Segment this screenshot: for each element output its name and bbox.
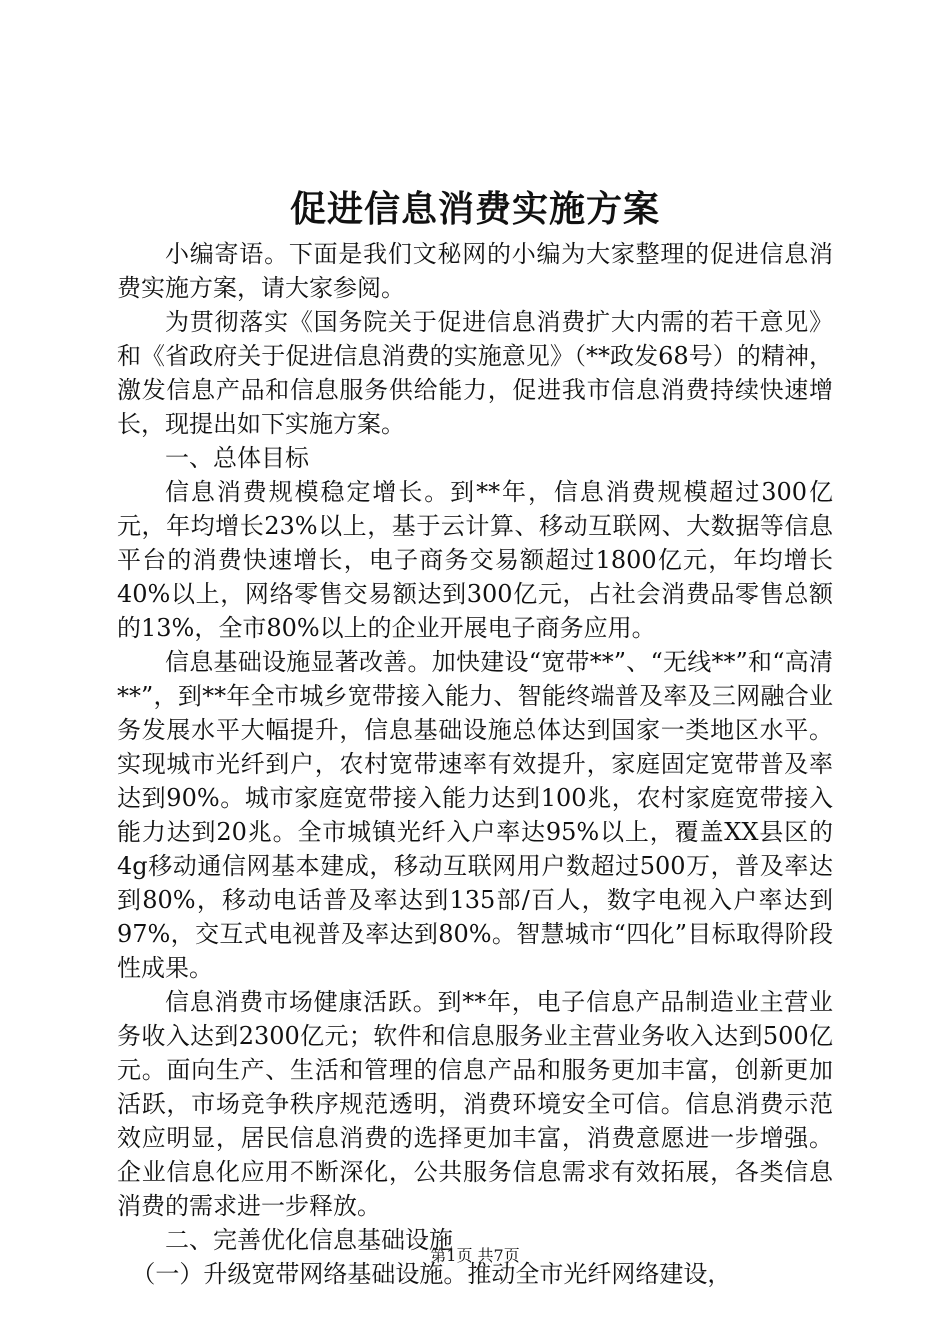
- paragraph-market: 信息消费市场健康活跃。到**年，电子信息产品制造业主营业务收入达到2300亿元；软件和信息服务业主营业务收入达到500亿元。面向生产、生活和管理的信息产品和服务更加丰富，创新更加活跃，市场竞争秩序规范透明，消费环境安全可信。信息消费示范效应明显，居民信息消费的选择更加丰富，消费意愿进一步增强。企业信息化应用不断深化，公共服务信息需求有效拓展，各类信息消费的需求进一步释放。: [117, 988, 833, 1220]
- document-title: 促进信息消费实施方案: [289, 188, 660, 230]
- section-heading-2: 二、完善优化信息基础设施: [165, 1226, 453, 1254]
- paragraph-infrastructure: 信息基础设施显著改善。加快建设“宽带**”、“无线**”和“高清**”，到**年全市城乡宽带接入能力、智能终端普及率及三网融合业务发展水平大幅提升，信息基础设施总体达到国家一类地区水平。实现城市光纤到户，农村宽带速率有效提升，家庭固定宽带普及率达到90%。城市家庭宽带接入能力达到100兆，农村家庭宽带接入能力达到20兆。全市城镇光纤入户率达95%以上，覆盖XX县区的4g移动通信网基本建成，移动互联网用户数超过500万，普及率达到80%，移动电话普及率达到135部/百人，数字电视入户率达到97%，交互式电视普及率达到80%。智慧城市“四化”目标取得阶段性成果。: [117, 648, 833, 982]
- paragraph-purpose: 为贯彻落实《国务院关于促进信息消费扩大内需的若干意见》和《省政府关于促进信息消费的实施意见》（**政发68号）的精神，激发信息产品和信息服务供给能力，促进我市信息消费持续快速增长，现提出如下实施方案。: [117, 308, 833, 438]
- document-body: [117, 237, 833, 1291]
- page-footer: 第1页 共7页: [430, 1246, 520, 1265]
- subsection-broadband: （一）升级宽带网络基础设施。推动全市光纤网络建设，: [131, 1260, 732, 1288]
- paragraph-consumption-scale: 信息消费规模稳定增长。到**年，信息消费规模超过300亿元，年均增长23%以上，基于云计算、移动互联网、大数据等信息平台的消费快速增长，电子商务交易额超过1800亿元，年均增长40%以上，网络零售交易额达到300亿元，占社会消费品零售总额的13%，全市80%以上的企业开展电子商务应用。: [117, 478, 833, 642]
- section-heading-1: 一、总体目标: [165, 444, 309, 472]
- paragraph-intro: 小编寄语。下面是我们文秘网的小编为大家整理的促进信息消费实施方案，请大家参阅。: [117, 240, 833, 302]
